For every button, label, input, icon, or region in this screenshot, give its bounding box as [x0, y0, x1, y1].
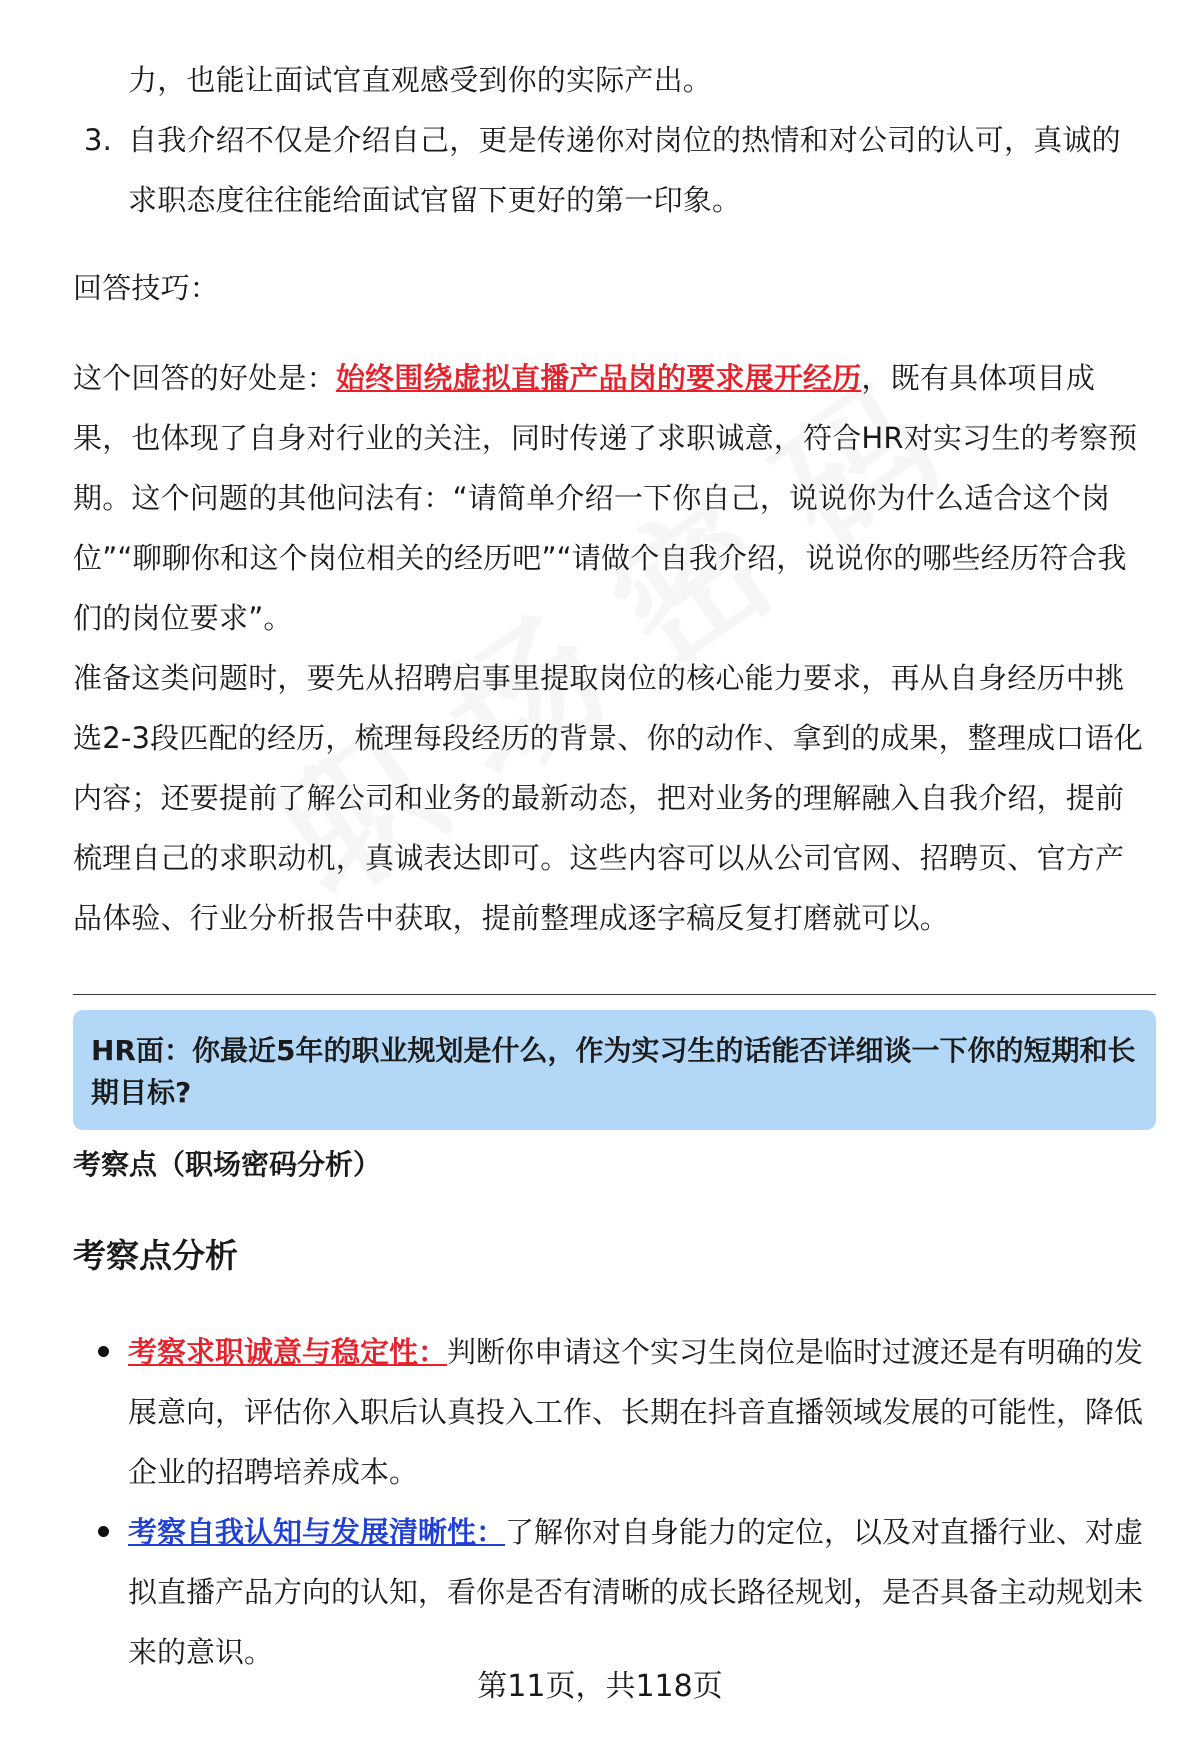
list-item-3: [84, 110, 1148, 230]
answer-highlight: 始终围绕虚拟直播产品岗的要求展开经历: [335, 361, 862, 395]
question-box: [73, 1010, 1156, 1130]
bullet-label: 考察自我认知与发展清晰性：: [128, 1515, 506, 1549]
sub-heading: 考察点（职场密码分析）: [73, 1148, 382, 1181]
preparation-paragraph: 准备这类问题时，要先从招聘启事里提取岗位的核心能力要求，再从自身经历中挑选2-3段匹配的经历，梳理每段经历的背景、你的动作、拿到的成果，整理成口语化内容；还要提前了解公司和业务的最新动态，把对业务的理解融入自我介绍，提前梳理自己的求职动机，真诚表达即可。这些内容可以从公司官网、招聘页、官方产品体验、行业分析报告中获取，提前整理成逐字稿反复打磨就可以。: [73, 661, 1143, 935]
answer-paragraph: [73, 348, 1153, 648]
question-text: HR面：你最近5年的职业规划是什么，作为实习生的话能否详细谈一下你的短期和长期目标?: [91, 1034, 1136, 1109]
list-item-continuation: 力，也能让面试官直观感受到你的实际产出。: [128, 63, 713, 97]
answer-prefix: 这个回答的好处是：: [73, 361, 336, 395]
answer-rest: ，既有具体项目成果，也体现了自身对行业的关注，同时传递了求职诚意，符合HR对实习生的考察预期。这个问题的其他问法有：“请简单介绍一下你自己，说说你为什么适合这个岗位”“聊聊你和这个岗位相关的经历吧”“请做个自我介绍，说说你的哪些经历符合我们的岗位要求”。: [73, 361, 1138, 635]
bullet-dot-icon: [98, 1346, 109, 1357]
section-divider: [73, 994, 1156, 995]
list-number: 3.: [84, 123, 113, 157]
tips-heading: 回答技巧：: [73, 271, 220, 305]
bullet-text: 判断你申请这个实习生岗位是临时过渡还是有明确的发展意向，评估你入职后认真投入工作、长期在抖音直播领域发展的可能性，降低企业的招聘培养成本。: [128, 1335, 1144, 1489]
page-footer: 第11页，共118页: [477, 1669, 723, 1704]
list-item-text: 自我介绍不仅是介绍自己，更是传递你对岗位的热情和对公司的认可，真诚的求职态度往往能给面试官留下更好的第一印象。: [128, 123, 1121, 217]
analysis-heading: 考察点分析: [73, 1236, 238, 1275]
bullet-item: [128, 1502, 1148, 1682]
bullet-label: 考察求职诚意与稳定性：: [128, 1335, 448, 1369]
bullet-text: 了解你对自身能力的定位，以及对直播行业、对虚拟直播产品方向的认知，看你是否有清晰的成长路径规划，是否具备主动规划未来的意识。: [128, 1515, 1144, 1669]
bullet-item: [128, 1322, 1148, 1502]
bullet-dot-icon: [98, 1526, 109, 1537]
